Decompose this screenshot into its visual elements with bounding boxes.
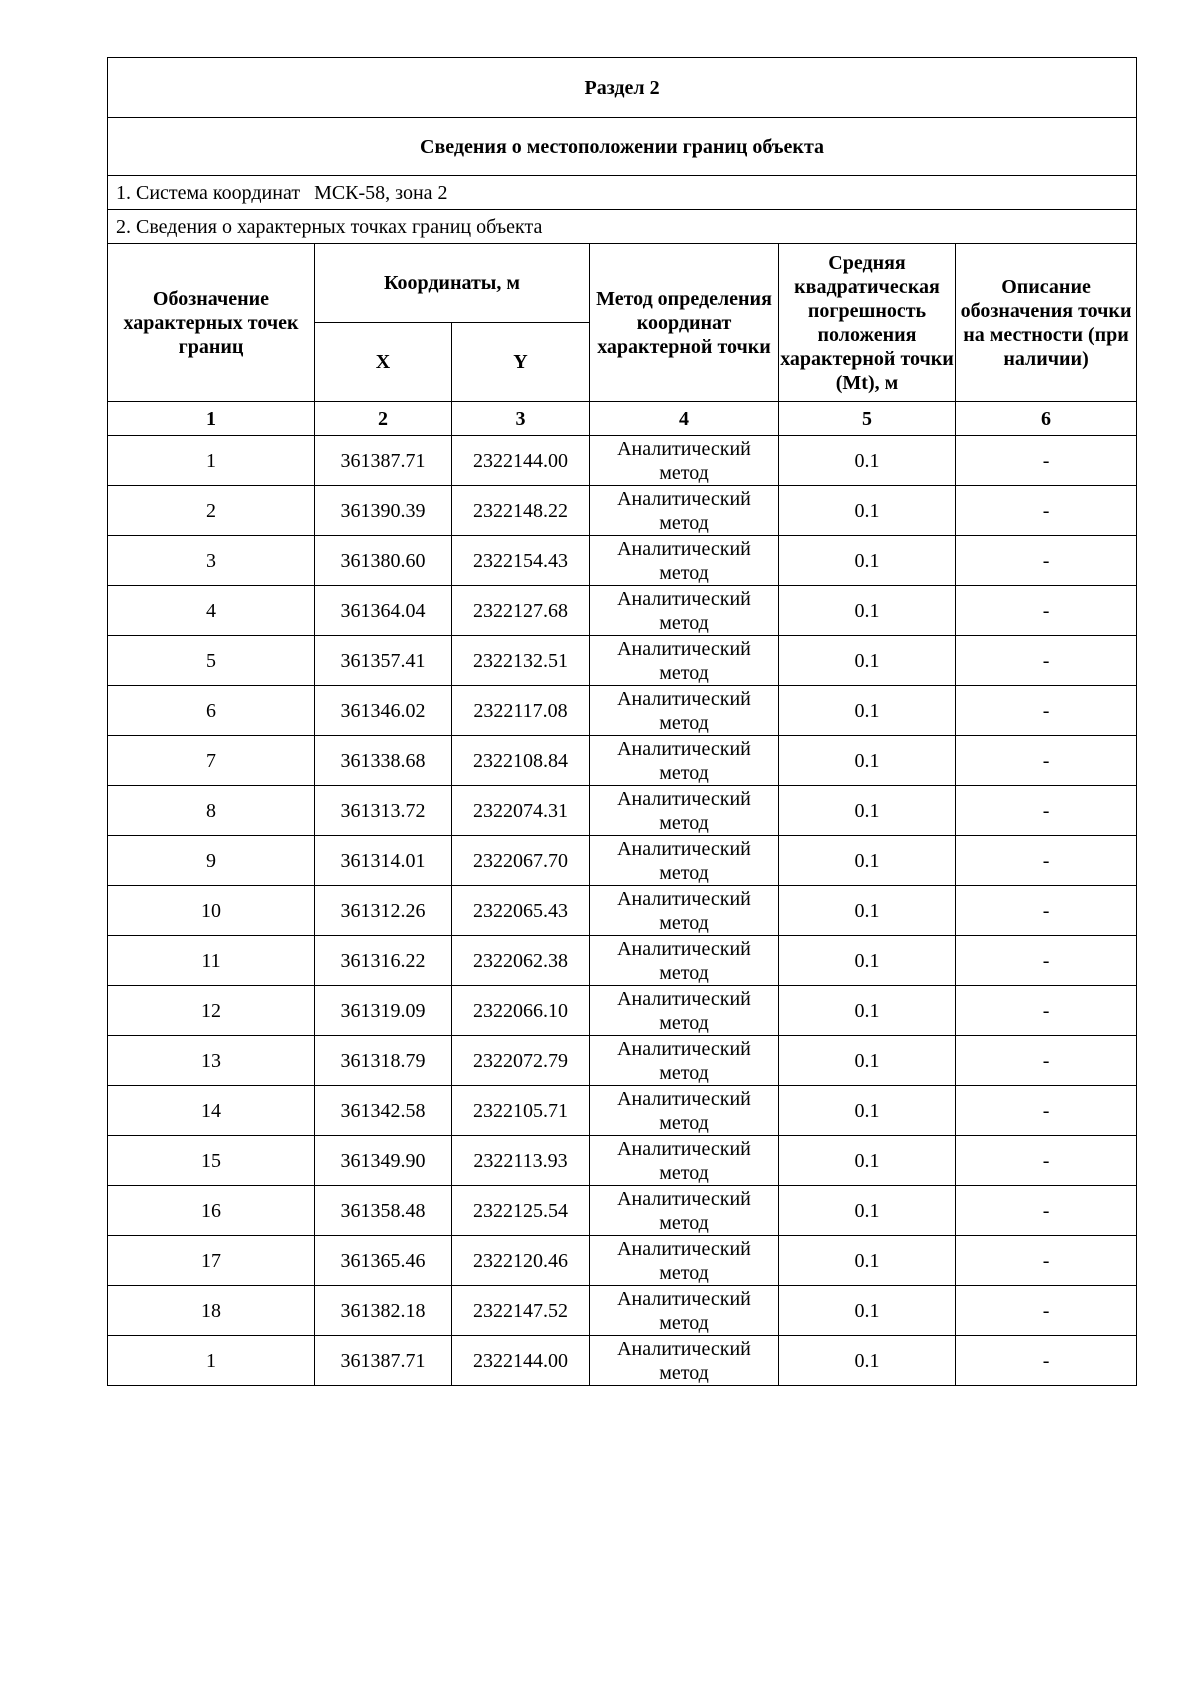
document-sheet [107,57,1136,1386]
mt-cell: 0.1 [779,636,956,686]
table-row [108,736,1137,786]
x-cell: 361349.90 [315,1136,452,1186]
description-cell: - [956,886,1137,936]
table-row [108,1136,1137,1186]
table-row [108,936,1137,986]
header-error: Средняя квадратическая погрешность положения характерной точки (Mt), м [779,244,956,402]
mt-cell: 0.1 [779,686,956,736]
x-cell: 361346.02 [315,686,452,736]
method-cell: Аналитический метод [590,1036,779,1086]
mt-cell: 0.1 [779,736,956,786]
points-caption: 2. Сведения о характерных точках границ объекта [108,210,1137,244]
x-cell: 361358.48 [315,1186,452,1236]
description-cell: - [956,1186,1137,1236]
description-cell: - [956,736,1137,786]
description-cell: - [956,636,1137,686]
boundary-points-table [107,57,1137,1386]
y-cell: 2322108.84 [452,736,590,786]
point-cell: 10 [108,886,315,936]
y-cell: 2322132.51 [452,636,590,686]
table-row [108,1086,1137,1136]
description-cell: - [956,686,1137,736]
table-row [108,836,1137,886]
point-cell: 18 [108,1286,315,1336]
method-cell: Аналитический метод [590,686,779,736]
method-cell: Аналитический метод [590,886,779,936]
method-cell: Аналитический метод [590,486,779,536]
point-cell: 5 [108,636,315,686]
section-title: Раздел 2 [108,58,1137,118]
table-row [108,986,1137,1036]
method-cell: Аналитический метод [590,1286,779,1336]
x-cell: 361338.68 [315,736,452,786]
coordinate-system-value: МСК-58, зона 2 [314,181,448,204]
point-cell: 6 [108,686,315,736]
header-x: X [315,323,452,402]
header-method: Метод определения координат характерной точки [590,244,779,402]
column-number: 2 [315,402,452,436]
y-cell: 2322074.31 [452,786,590,836]
mt-cell: 0.1 [779,536,956,586]
x-cell: 361312.26 [315,886,452,936]
method-cell: Аналитический метод [590,436,779,486]
x-cell: 361390.39 [315,486,452,536]
description-cell: - [956,536,1137,586]
y-cell: 2322147.52 [452,1286,590,1336]
table-row [108,1186,1137,1236]
mt-cell: 0.1 [779,1086,956,1136]
table-row [108,486,1137,536]
column-number: 1 [108,402,315,436]
y-cell: 2322062.38 [452,936,590,986]
point-cell: 12 [108,986,315,1036]
mt-cell: 0.1 [779,1186,956,1236]
x-cell: 361380.60 [315,536,452,586]
method-cell: Аналитический метод [590,1086,779,1136]
y-cell: 2322125.54 [452,1186,590,1236]
x-cell: 361364.04 [315,586,452,636]
mt-cell: 0.1 [779,786,956,836]
description-cell: - [956,1336,1137,1386]
mt-cell: 0.1 [779,1336,956,1386]
description-cell: - [956,1036,1137,1086]
mt-cell: 0.1 [779,1036,956,1086]
method-cell: Аналитический метод [590,786,779,836]
method-cell: Аналитический метод [590,836,779,886]
table-row [108,1286,1137,1336]
x-cell: 361365.46 [315,1236,452,1286]
x-cell: 361382.18 [315,1286,452,1336]
mt-cell: 0.1 [779,836,956,886]
point-cell: 14 [108,1086,315,1136]
y-cell: 2322105.71 [452,1086,590,1136]
point-cell: 11 [108,936,315,986]
y-cell: 2322065.43 [452,886,590,936]
x-cell: 361319.09 [315,986,452,1036]
y-cell: 2322113.93 [452,1136,590,1186]
mt-cell: 0.1 [779,886,956,936]
table-row [108,436,1137,486]
x-cell: 361342.58 [315,1086,452,1136]
header-y: Y [452,323,590,402]
table-row [108,786,1137,836]
section-subtitle: Сведения о местоположении границ объекта [108,118,1137,176]
table-row [108,586,1137,636]
point-cell: 16 [108,1186,315,1236]
x-cell: 361313.72 [315,786,452,836]
mt-cell: 0.1 [779,436,956,486]
method-cell: Аналитический метод [590,636,779,686]
table-row [108,1036,1137,1086]
description-cell: - [956,1086,1137,1136]
y-cell: 2322148.22 [452,486,590,536]
x-cell: 361314.01 [315,836,452,886]
description-cell: - [956,986,1137,1036]
point-cell: 9 [108,836,315,886]
point-cell: 7 [108,736,315,786]
y-cell: 2322154.43 [452,536,590,586]
x-cell: 361318.79 [315,1036,452,1086]
description-cell: - [956,1286,1137,1336]
column-number: 3 [452,402,590,436]
description-cell: - [956,586,1137,636]
point-cell: 3 [108,536,315,586]
x-cell: 361387.71 [315,436,452,486]
point-cell: 17 [108,1236,315,1286]
x-cell: 361357.41 [315,636,452,686]
method-cell: Аналитический метод [590,986,779,1036]
method-cell: Аналитический метод [590,1186,779,1236]
method-cell: Аналитический метод [590,1236,779,1286]
y-cell: 2322066.10 [452,986,590,1036]
header-coordinates: Координаты, м [315,244,590,323]
method-cell: Аналитический метод [590,1336,779,1386]
column-number: 6 [956,402,1137,436]
point-cell: 13 [108,1036,315,1086]
description-cell: - [956,486,1137,536]
description-cell: - [956,1136,1137,1186]
table-row [108,886,1137,936]
y-cell: 2322127.68 [452,586,590,636]
table-row [108,1336,1137,1386]
coordinate-system-row [108,176,1137,210]
x-cell: 361316.22 [315,936,452,986]
description-cell: - [956,436,1137,486]
point-cell: 2 [108,486,315,536]
method-cell: Аналитический метод [590,736,779,786]
mt-cell: 0.1 [779,936,956,986]
table-row [108,686,1137,736]
column-number: 5 [779,402,956,436]
y-cell: 2322067.70 [452,836,590,886]
table-row [108,536,1137,586]
y-cell: 2322144.00 [452,1336,590,1386]
point-cell: 8 [108,786,315,836]
description-cell: - [956,836,1137,886]
mt-cell: 0.1 [779,486,956,536]
table-row [108,1236,1137,1286]
method-cell: Аналитический метод [590,536,779,586]
point-cell: 1 [108,1336,315,1386]
description-cell: - [956,936,1137,986]
description-cell: - [956,786,1137,836]
y-cell: 2322144.00 [452,436,590,486]
point-cell: 4 [108,586,315,636]
mt-cell: 0.1 [779,1236,956,1286]
header-description: Описание обозначения точки на местности (при наличии) [956,244,1137,402]
method-cell: Аналитический метод [590,586,779,636]
header-designation: Обозначение характерных точек границ [108,244,315,402]
description-cell: - [956,1236,1137,1286]
table-row [108,636,1137,686]
point-cell: 1 [108,436,315,486]
mt-cell: 0.1 [779,986,956,1036]
method-cell: Аналитический метод [590,936,779,986]
y-cell: 2322072.79 [452,1036,590,1086]
mt-cell: 0.1 [779,586,956,636]
point-cell: 15 [108,1136,315,1186]
mt-cell: 0.1 [779,1286,956,1336]
y-cell: 2322117.08 [452,686,590,736]
column-number: 4 [590,402,779,436]
mt-cell: 0.1 [779,1136,956,1186]
method-cell: Аналитический метод [590,1136,779,1186]
y-cell: 2322120.46 [452,1236,590,1286]
x-cell: 361387.71 [315,1336,452,1386]
coordinate-system-label: 1. Система координат [116,181,301,204]
